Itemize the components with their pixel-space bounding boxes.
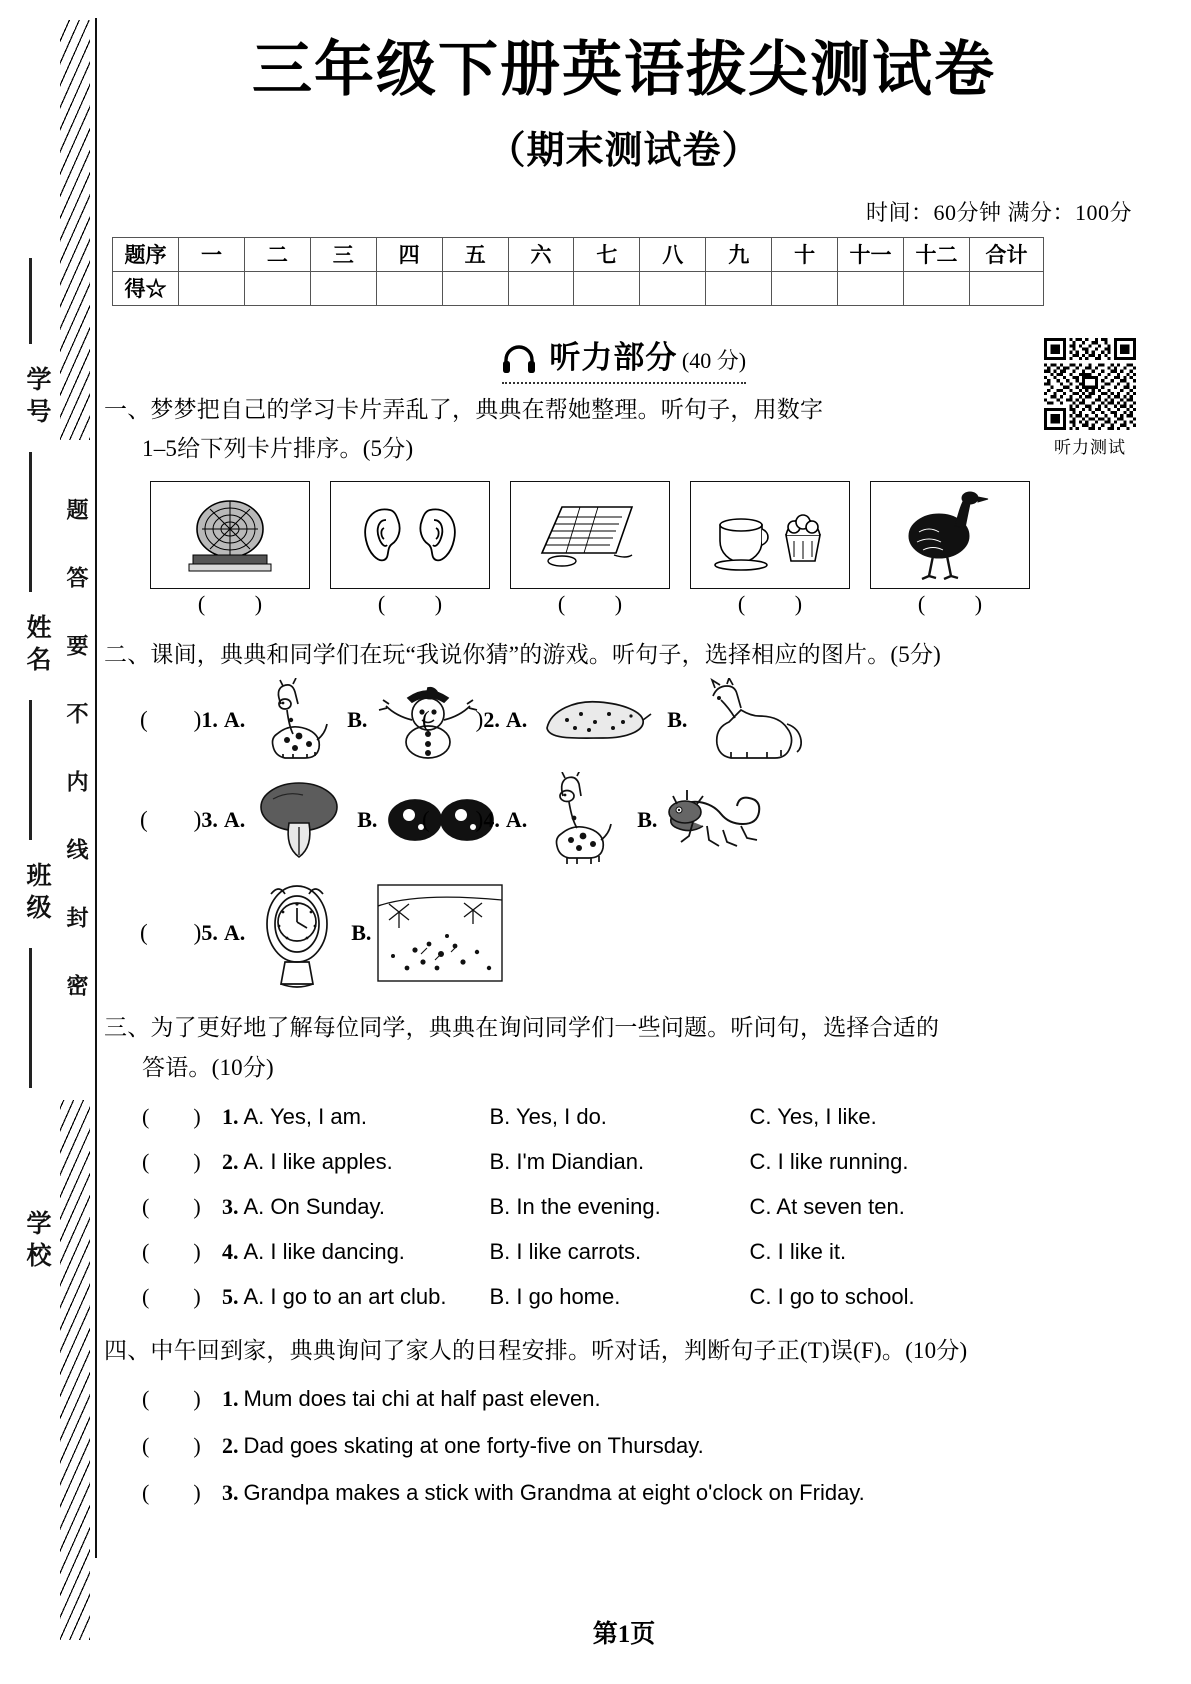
question-4-prompt: 四、中午回到家，典典询问了家人的日程安排。听对话，判断句子正(T)误(F)。(10分) [104, 1338, 968, 1363]
answer-bracket[interactable]: ( ) [422, 807, 484, 833]
score-cell[interactable] [244, 271, 310, 305]
tf-statement: Mum does tai chi at half past eleven. [243, 1385, 601, 1411]
question-2-prompt: 二、课间，典典和同学们在玩“我说你猜”的游戏。听句子，选择相应的图片。(5分) [104, 641, 942, 667]
seal-hatch-top [60, 20, 90, 440]
question-3-line2: 答语。(10分) [142, 1054, 274, 1080]
info-rule [29, 452, 32, 592]
score-table [112, 237, 1044, 306]
page-title: 三年级下册英语拔尖测试卷 [252, 37, 996, 103]
page-margin-band [0, 0, 100, 1684]
question-1-picture-row [150, 481, 1144, 589]
headphones-icon [502, 345, 536, 373]
answer-bracket[interactable]: ( ) [917, 590, 1005, 616]
option-label-b: B. [637, 807, 658, 833]
answer-bracket[interactable]: ( ) [142, 1103, 201, 1129]
snow-scene-icon[interactable] [377, 884, 503, 982]
question-3-options [142, 1094, 1144, 1319]
answer-bracket[interactable]: ( ) [142, 1193, 201, 1219]
ears-icon [348, 496, 472, 574]
question-1-line2: 1–5给下列卡片排序。(5分) [142, 436, 414, 462]
score-col-10: 十 [772, 237, 838, 271]
option-a[interactable]: A. Yes, I am. [243, 1103, 368, 1129]
score-cell[interactable] [310, 271, 376, 305]
mc-row [142, 1139, 1144, 1184]
answer-bracket[interactable]: ( ) [142, 1480, 201, 1506]
score-col-3: 三 [310, 237, 376, 271]
answer-bracket[interactable]: ( ) [737, 590, 825, 616]
option-b[interactable]: B. I'm Diandian. [489, 1148, 645, 1174]
answer-bracket[interactable]: ( ) [142, 1432, 201, 1458]
exam-content [104, 0, 1144, 1684]
lizard-icon[interactable] [663, 780, 773, 860]
score-cell[interactable] [838, 271, 904, 305]
listening-points: (40 分) [681, 347, 747, 373]
score-col-12: 十二 [903, 237, 969, 271]
option-label-a: A. [223, 807, 246, 833]
sidebar-label-xuexiao: 学校 [23, 1210, 50, 1274]
mc-row [142, 1094, 1144, 1139]
giraffe-icon[interactable] [533, 772, 623, 868]
score-col-1: 一 [179, 237, 245, 271]
option-number: 4. [483, 807, 500, 833]
option-c[interactable]: C. I go to school. [749, 1283, 915, 1309]
sidebar-label-banji: 班级 [23, 862, 50, 926]
page-number: 第1页 [592, 1621, 656, 1648]
option-c[interactable]: C. Yes, I like. [749, 1103, 877, 1129]
question-2-row-2 [140, 772, 1144, 868]
option-b[interactable]: B. I like carrots. [489, 1238, 642, 1264]
picture-card[interactable] [150, 481, 310, 589]
score-col-2: 二 [244, 237, 310, 271]
option-label-a: A. [505, 807, 528, 833]
answer-bracket[interactable]: ( ) [142, 1385, 201, 1411]
option-b[interactable]: B. I go home. [489, 1283, 621, 1309]
exam-meta: 时间：60分钟 满分：100分 [865, 199, 1132, 225]
option-label-b: B. [667, 707, 688, 733]
answer-bracket[interactable]: ( ) [142, 1238, 201, 1264]
answer-bracket[interactable]: ( ) [142, 1283, 201, 1309]
picture-card[interactable] [330, 481, 490, 589]
tf-statement: Dad goes skating at one forty-five on Thursday. [243, 1432, 704, 1458]
tf-row [142, 1469, 1144, 1516]
item-number: 2. [222, 1432, 239, 1458]
score-cell[interactable] [903, 271, 969, 305]
score-row-label: 题序 [113, 237, 179, 271]
qr-code-block [1038, 338, 1142, 458]
option-c[interactable]: C. I like running. [749, 1148, 909, 1174]
question-4-items [142, 1375, 1144, 1517]
answer-bracket[interactable]: ( ) [197, 590, 285, 616]
tf-statement: Grandpa makes a stick with Grandma at eight o'clock on Friday. [243, 1480, 865, 1506]
option-label-b: B. [351, 920, 372, 946]
score-col-4: 四 [376, 237, 442, 271]
score-cell[interactable] [179, 271, 245, 305]
question-3-line1: 三、为了更好地了解每位同学，典典在询问同学们一些问题。听问句，选择合适的 [104, 1015, 940, 1041]
option-label-a: A. [223, 920, 246, 946]
option-a[interactable]: A. I like apples. [243, 1148, 393, 1174]
option-b[interactable]: B. Yes, I do. [489, 1103, 607, 1129]
mc-row [142, 1274, 1144, 1319]
score-cell[interactable] [574, 271, 640, 305]
margin-vertical-rule [95, 18, 97, 1558]
score-col-6: 六 [508, 237, 574, 271]
tea-cupcake-icon [706, 495, 834, 575]
score-col-5: 五 [442, 237, 508, 271]
mc-row [142, 1184, 1144, 1229]
option-label-a: A. [505, 707, 528, 733]
mc-row [142, 1229, 1144, 1274]
info-rule [29, 258, 32, 344]
giraffe-icon[interactable] [251, 678, 337, 762]
tongue-icon[interactable] [251, 777, 347, 863]
sidebar-label-xuehao: 学号 [23, 366, 50, 430]
option-number: 5. [201, 920, 218, 946]
qr-caption: 听力测试 [1054, 438, 1126, 457]
seal-hatch-bottom [60, 1100, 90, 1640]
student-info-column [8, 0, 54, 1684]
qr-code-icon[interactable] [1044, 338, 1136, 430]
info-rule [29, 948, 32, 1088]
ostrich-icon [895, 490, 1005, 580]
question-1-line1: 一、梦梦把自己的学习卡片弄乱了，典典在帮她整理。听句子，用数字 [104, 396, 824, 422]
option-number: 1. [201, 707, 218, 733]
answer-bracket[interactable]: ( ) [142, 1148, 201, 1174]
item-number: 2. [222, 1148, 239, 1174]
score-col-11: 十一 [838, 237, 904, 271]
picture-card[interactable] [510, 481, 670, 589]
shell-fossil-icon [171, 493, 289, 577]
score-cell[interactable] [508, 271, 574, 305]
option-a[interactable]: A. I go to an art club. [243, 1283, 447, 1309]
answer-bracket[interactable]: ( ) [140, 707, 202, 733]
seal-line-text: 题答要不内线封密 [64, 498, 89, 1042]
item-number: 3. [222, 1480, 239, 1506]
question-1 [104, 390, 1144, 469]
score-col-8: 八 [640, 237, 706, 271]
page-subtitle: （期末测试卷） [487, 129, 761, 172]
option-b[interactable]: B. In the evening. [489, 1193, 661, 1219]
score-cell[interactable] [706, 271, 772, 305]
tf-row [142, 1375, 1144, 1422]
option-number: 3. [201, 807, 218, 833]
option-label-b: B. [347, 707, 368, 733]
item-number: 3. [222, 1193, 239, 1219]
score-col-9: 九 [706, 237, 772, 271]
answer-bracket[interactable]: ( ) [140, 807, 202, 833]
score-cell-total[interactable] [970, 271, 1044, 305]
question-2-row-1 [140, 678, 1144, 762]
info-rule [29, 700, 32, 840]
tf-row [142, 1422, 1144, 1469]
item-number: 4. [222, 1238, 239, 1264]
score-col-total: 合计 [970, 237, 1044, 271]
score-row-label-2: 得☆ [113, 271, 179, 305]
option-number: 2. [483, 707, 500, 733]
question-1-answer-row [150, 591, 1144, 617]
listening-section-header [104, 332, 1144, 376]
item-number: 1. [222, 1385, 239, 1411]
cucumber-icon[interactable] [533, 690, 653, 750]
option-label-b: B. [357, 807, 378, 833]
sidebar-label-xingming: 姓名 [23, 614, 50, 678]
score-cell[interactable] [640, 271, 706, 305]
horse-icon[interactable] [693, 678, 803, 762]
answer-bracket[interactable]: ( ) [377, 590, 465, 616]
answer-bracket[interactable]: ( ) [422, 707, 484, 733]
option-a[interactable]: A. On Sunday. [243, 1193, 385, 1219]
notebook-icon [528, 495, 652, 575]
question-2-row-3 [140, 878, 1144, 988]
listening-title: 听力部分 [549, 339, 678, 375]
score-table-value-row [113, 271, 1044, 305]
option-label-a: A. [223, 707, 246, 733]
score-cell[interactable] [442, 271, 508, 305]
option-a[interactable]: A. I like dancing. [243, 1238, 405, 1264]
owl-clock-icon[interactable] [251, 878, 343, 988]
question-3 [104, 1008, 1144, 1087]
picture-card[interactable] [690, 481, 850, 589]
picture-card[interactable] [870, 481, 1030, 589]
item-number: 1. [222, 1103, 239, 1129]
score-table-header-row [113, 237, 1044, 271]
score-cell[interactable] [376, 271, 442, 305]
item-number: 5. [222, 1283, 239, 1309]
answer-bracket[interactable]: ( ) [557, 590, 645, 616]
answer-bracket[interactable]: ( ) [140, 920, 202, 946]
option-c[interactable]: C. I like it. [749, 1238, 847, 1264]
score-cell[interactable] [772, 271, 838, 305]
option-c[interactable]: C. At seven ten. [749, 1193, 905, 1219]
score-col-7: 七 [574, 237, 640, 271]
